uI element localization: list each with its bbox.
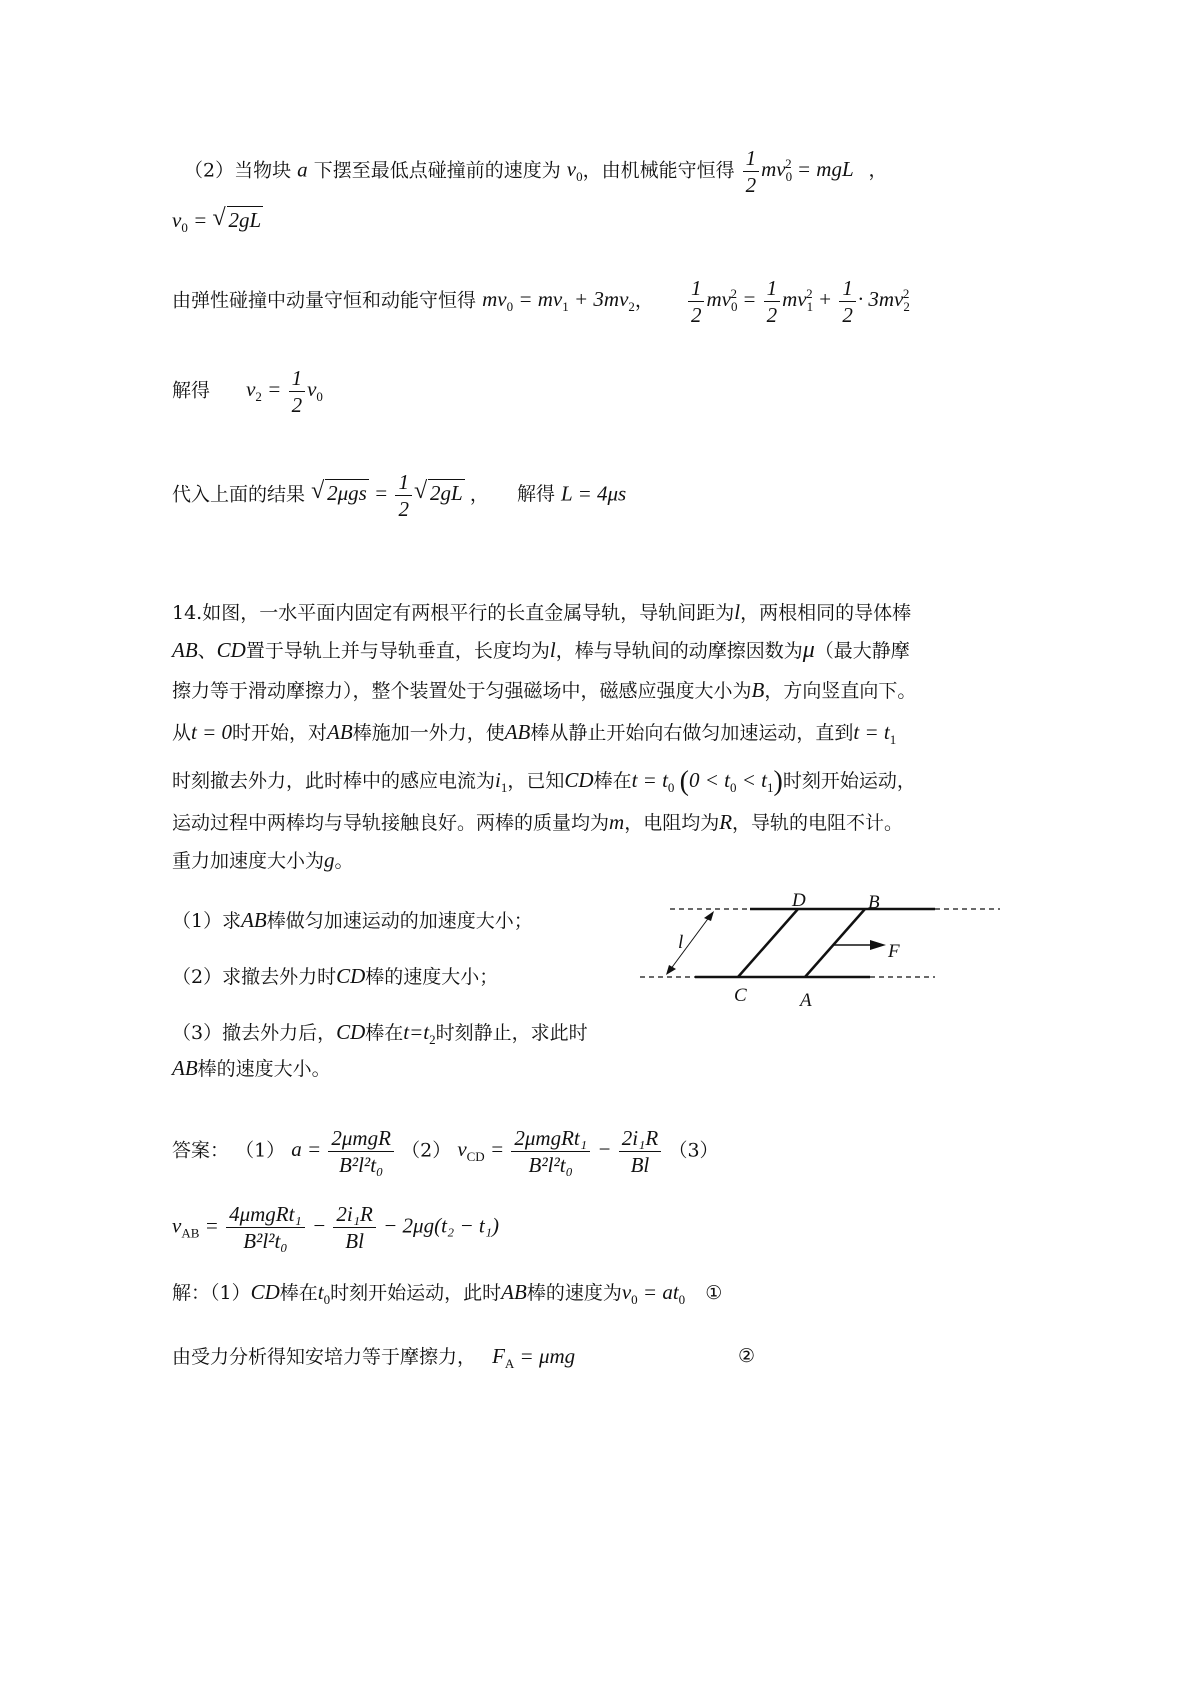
var bbox=[403, 1020, 436, 1047]
eq bbox=[621, 1280, 686, 1307]
num: 2i₁R bbox=[619, 1126, 661, 1152]
text: 时刻开始运动， bbox=[782, 770, 916, 792]
var bbox=[853, 720, 897, 747]
text: （最大静摩 bbox=[814, 640, 910, 662]
sqrt-icon: √ bbox=[413, 478, 428, 505]
q14-line-4 bbox=[172, 718, 896, 754]
q14-line-5 bbox=[172, 766, 916, 802]
q14-sub-3b bbox=[172, 1054, 331, 1083]
var bbox=[317, 1280, 331, 1307]
s: CD bbox=[466, 1149, 485, 1165]
fraction bbox=[328, 1126, 394, 1177]
var: AB bbox=[327, 720, 353, 744]
t: mv bbox=[482, 287, 507, 312]
text: 时刻静止，求此时 bbox=[435, 1022, 588, 1044]
rod-ab bbox=[805, 909, 865, 977]
text: 擦力等于滑动摩擦力），整个装置处于匀强磁场中，磁感应强度大小为 bbox=[172, 680, 752, 702]
t: t=t bbox=[403, 1020, 430, 1044]
t: F bbox=[492, 1344, 505, 1368]
rhs: = mgL bbox=[796, 157, 854, 182]
s: 1 bbox=[806, 299, 814, 315]
q14-line-6 bbox=[172, 808, 903, 837]
t: 0 < t bbox=[689, 768, 731, 792]
var bbox=[631, 766, 783, 797]
substitute-eq bbox=[311, 470, 470, 521]
t: t = t bbox=[631, 768, 668, 792]
v2-eq bbox=[246, 366, 323, 417]
label-d: D bbox=[792, 890, 806, 911]
text: 由弹性碰撞中动量守恒和动能守恒得 bbox=[172, 289, 477, 312]
fraction bbox=[226, 1202, 305, 1253]
text: （2） bbox=[401, 1139, 452, 1162]
var: t = 0 bbox=[191, 720, 233, 744]
text: 重力加速度大小为 bbox=[172, 850, 325, 872]
fraction bbox=[688, 276, 705, 327]
text: ，两根相同的导体棒 bbox=[740, 602, 912, 624]
sqrt-icon: √ bbox=[311, 478, 325, 505]
s: 0 bbox=[678, 1292, 686, 1307]
text: （1）求 bbox=[172, 910, 242, 932]
text: 置于导轨上并与导轨垂直，长度均为 bbox=[245, 640, 550, 662]
sqrt bbox=[414, 479, 465, 507]
text: 棒的速度为 bbox=[526, 1282, 622, 1304]
p2-substitute-line bbox=[172, 470, 626, 521]
t: i bbox=[495, 768, 501, 792]
sub: 0 bbox=[576, 169, 583, 185]
num: 2μmgR bbox=[328, 1126, 394, 1152]
t: = mv bbox=[518, 287, 563, 312]
num: 1 bbox=[839, 276, 856, 302]
t: · 3mv bbox=[857, 287, 904, 312]
num: 1 bbox=[764, 276, 781, 302]
t: t = t bbox=[853, 720, 890, 744]
circled-2: ② bbox=[738, 1345, 756, 1367]
paren: ) bbox=[773, 766, 783, 797]
text: 下摆至最低点碰撞前的速度为 bbox=[313, 159, 561, 182]
sup: 2 bbox=[902, 286, 910, 302]
t: + bbox=[817, 287, 833, 312]
text: （1） bbox=[235, 1139, 286, 1162]
q14-line-3 bbox=[172, 676, 916, 705]
num: 1 bbox=[289, 366, 306, 392]
sup: 2 bbox=[785, 156, 792, 172]
solution-line-1 bbox=[172, 1278, 722, 1314]
var: g bbox=[324, 848, 335, 872]
text: 棒施加一外力，使 bbox=[352, 722, 505, 744]
answer-line-1 bbox=[172, 1126, 719, 1177]
q14-sub-3 bbox=[172, 1018, 588, 1054]
text: 解得 bbox=[516, 483, 555, 506]
t: v bbox=[246, 377, 256, 402]
s: 1 bbox=[500, 780, 508, 795]
den: Bl bbox=[345, 1229, 364, 1253]
s: 0 bbox=[323, 1292, 331, 1307]
t: = bbox=[374, 481, 389, 506]
var: AB bbox=[172, 638, 198, 662]
v: v bbox=[566, 157, 577, 182]
var: AB bbox=[501, 1280, 527, 1304]
s: 0 bbox=[631, 1292, 638, 1307]
var: CD bbox=[216, 638, 246, 662]
text: （3）撤去外力后， bbox=[172, 1022, 337, 1044]
t: − bbox=[311, 1213, 327, 1238]
t: t bbox=[317, 1280, 324, 1304]
s: 1 bbox=[889, 732, 897, 747]
sqrt-icon: √ bbox=[212, 205, 226, 231]
text: 解：（1） bbox=[172, 1282, 251, 1304]
t: v bbox=[621, 1280, 632, 1304]
text: 14.如图，一水平面内固定有两根平行的长直金属导轨，导轨间距为 bbox=[172, 602, 735, 624]
q14-line-7 bbox=[172, 846, 354, 875]
var bbox=[495, 768, 508, 795]
var: CD bbox=[564, 768, 594, 792]
sqrt bbox=[311, 479, 369, 507]
fraction bbox=[839, 276, 856, 327]
t: mv bbox=[706, 287, 731, 312]
spacing-indicator bbox=[666, 911, 714, 975]
s: 2 bbox=[903, 299, 910, 315]
den: 2 bbox=[842, 303, 853, 327]
s: 2 bbox=[429, 1032, 436, 1047]
text: 由受力分析得知安培力等于摩擦力， bbox=[172, 1346, 477, 1368]
num: 2i₁R bbox=[333, 1202, 375, 1228]
var: l bbox=[734, 600, 741, 624]
text: 棒在 bbox=[365, 1022, 404, 1044]
var: AB bbox=[241, 908, 267, 932]
den: 2 bbox=[291, 393, 303, 417]
var: CD bbox=[336, 1020, 366, 1044]
t: − 2μg(t₂ − t₁) bbox=[383, 1213, 500, 1238]
sqrt bbox=[213, 206, 264, 234]
t: < t bbox=[741, 768, 768, 792]
text: ， bbox=[469, 483, 489, 506]
den: 2 bbox=[398, 497, 409, 521]
var: μ bbox=[802, 637, 815, 663]
var: AB bbox=[504, 720, 531, 744]
label-a: A bbox=[800, 990, 812, 1010]
text: 棒从静止开始向右做匀加速运动，直到 bbox=[530, 722, 854, 744]
text: ，方向竖直向下。 bbox=[764, 680, 917, 702]
p2-v0-line bbox=[172, 206, 263, 242]
result: L = 4μs bbox=[561, 481, 627, 506]
s: 2 bbox=[628, 299, 635, 315]
sub: 0 bbox=[785, 169, 793, 185]
v: v bbox=[172, 208, 182, 232]
label-f: F bbox=[888, 941, 900, 962]
var: R bbox=[719, 810, 733, 834]
t: = at bbox=[642, 1280, 679, 1304]
sup: 2 bbox=[806, 286, 813, 302]
q14-line-2 bbox=[172, 636, 910, 665]
rad: 2gL bbox=[228, 208, 262, 232]
t: − bbox=[597, 1137, 612, 1162]
den: B²l²t₀ bbox=[528, 1153, 573, 1177]
text: 。 bbox=[334, 850, 354, 872]
text: 棒做匀加速运动的加速度大小； bbox=[266, 910, 533, 932]
energy-equation bbox=[741, 146, 859, 197]
text: ， bbox=[868, 159, 888, 182]
q14-sub-2 bbox=[172, 962, 498, 991]
fraction bbox=[743, 146, 760, 197]
text: 答案： bbox=[172, 1139, 230, 1162]
force-arrow bbox=[833, 940, 886, 950]
rad: 2μgs bbox=[327, 481, 367, 506]
solution-line-2 bbox=[172, 1342, 575, 1378]
fraction bbox=[395, 470, 412, 521]
den: 2 bbox=[766, 303, 778, 327]
s: 0 bbox=[316, 389, 323, 405]
t: v bbox=[172, 1213, 182, 1238]
text: 代入上面的结果 bbox=[172, 483, 306, 506]
s: 1 bbox=[767, 780, 774, 795]
text: 棒的速度大小； bbox=[365, 966, 499, 988]
t: = μmg bbox=[519, 1344, 576, 1368]
den: 2 bbox=[690, 303, 702, 327]
answer-line-2 bbox=[172, 1202, 499, 1253]
t: mv bbox=[782, 287, 807, 312]
label-c: C bbox=[734, 985, 747, 1006]
den: Bl bbox=[630, 1153, 650, 1177]
var-v0 bbox=[566, 157, 583, 185]
s: 0 bbox=[730, 299, 738, 315]
t: = bbox=[489, 1137, 505, 1162]
q14-line-1 bbox=[172, 598, 911, 627]
t: v bbox=[307, 377, 317, 402]
text: ，由机械能守恒得 bbox=[582, 159, 735, 182]
sub: 0 bbox=[181, 220, 188, 235]
fraction bbox=[333, 1202, 375, 1253]
text: ，导轨的电阻不计。 bbox=[732, 812, 904, 834]
t: = bbox=[267, 377, 282, 402]
var: B bbox=[751, 678, 765, 702]
mv: mv bbox=[761, 157, 786, 182]
text: （3） bbox=[668, 1139, 719, 1162]
label-b: B bbox=[868, 892, 880, 913]
den: 2 bbox=[745, 173, 757, 197]
rod-cd bbox=[738, 909, 798, 977]
sup: 2 bbox=[730, 286, 737, 302]
text: 运动过程中两棒均与导轨接触良好。两棒的质量均为 bbox=[172, 812, 610, 834]
q14-sub-1 bbox=[172, 906, 533, 935]
energy-eq bbox=[686, 276, 910, 327]
paren: ( bbox=[679, 766, 689, 797]
eq bbox=[492, 1344, 576, 1371]
text: 、 bbox=[197, 640, 217, 662]
text: 棒在 bbox=[279, 1282, 318, 1304]
answer-vcd bbox=[457, 1126, 668, 1177]
answer-a bbox=[291, 1126, 401, 1177]
t: + 3mv bbox=[573, 287, 629, 312]
s: 2 bbox=[255, 389, 262, 405]
t: v bbox=[457, 1137, 467, 1162]
fraction bbox=[289, 366, 306, 417]
label-l: l bbox=[678, 932, 684, 953]
text: （2）当物块 bbox=[184, 159, 292, 182]
s: 0 bbox=[506, 299, 514, 315]
rad: 2gL bbox=[429, 481, 463, 506]
text: ，电阻均为 bbox=[624, 812, 720, 834]
var: AB bbox=[172, 1056, 198, 1080]
var: CD bbox=[250, 1280, 280, 1304]
num: 1 bbox=[688, 276, 705, 302]
s: 0 bbox=[730, 780, 737, 795]
momentum-eq bbox=[482, 287, 635, 315]
s: AB bbox=[181, 1225, 200, 1241]
fraction bbox=[511, 1126, 590, 1177]
num: 2μmgRt₁ bbox=[511, 1126, 590, 1152]
text: ，棒与导轨间的动摩擦因数为 bbox=[555, 640, 803, 662]
num: 1 bbox=[395, 470, 412, 496]
s: 0 bbox=[667, 780, 675, 795]
text: ，已知 bbox=[507, 770, 565, 792]
p2-solve-line bbox=[172, 366, 323, 417]
text: 棒的速度大小。 bbox=[197, 1058, 331, 1080]
text: 时开始，对 bbox=[232, 722, 328, 744]
text: 时刻开始运动，此时 bbox=[330, 1282, 502, 1304]
p2-elastic-line bbox=[172, 276, 909, 327]
s: 1 bbox=[562, 299, 569, 315]
t: = bbox=[204, 1213, 219, 1238]
text: 棒在 bbox=[593, 770, 632, 792]
circled-1: ① bbox=[705, 1282, 723, 1304]
var: l bbox=[549, 638, 556, 662]
fraction bbox=[764, 276, 781, 327]
num: 4μmgRt₁ bbox=[226, 1202, 305, 1228]
num: 1 bbox=[743, 146, 760, 172]
p2-energy-line bbox=[184, 146, 888, 197]
rails-figure bbox=[640, 890, 1020, 1010]
var-a: a bbox=[297, 157, 308, 182]
s: A bbox=[504, 1356, 515, 1371]
fraction bbox=[619, 1126, 661, 1177]
text: ， bbox=[634, 289, 654, 312]
var: m bbox=[609, 810, 625, 834]
text: 时刻撤去外力，此时棒中的感应电流为 bbox=[172, 770, 496, 792]
text: （2）求撤去外力时 bbox=[172, 966, 337, 988]
text: 从 bbox=[172, 722, 192, 744]
solution-mark-2 bbox=[738, 1342, 755, 1370]
text: 解得 bbox=[172, 379, 211, 402]
den: B²l²t₀ bbox=[338, 1153, 384, 1177]
t: = bbox=[742, 287, 757, 312]
den: B²l²t₀ bbox=[243, 1229, 288, 1253]
eq: = bbox=[193, 208, 208, 232]
var: CD bbox=[336, 964, 366, 988]
t: a = bbox=[291, 1137, 322, 1162]
